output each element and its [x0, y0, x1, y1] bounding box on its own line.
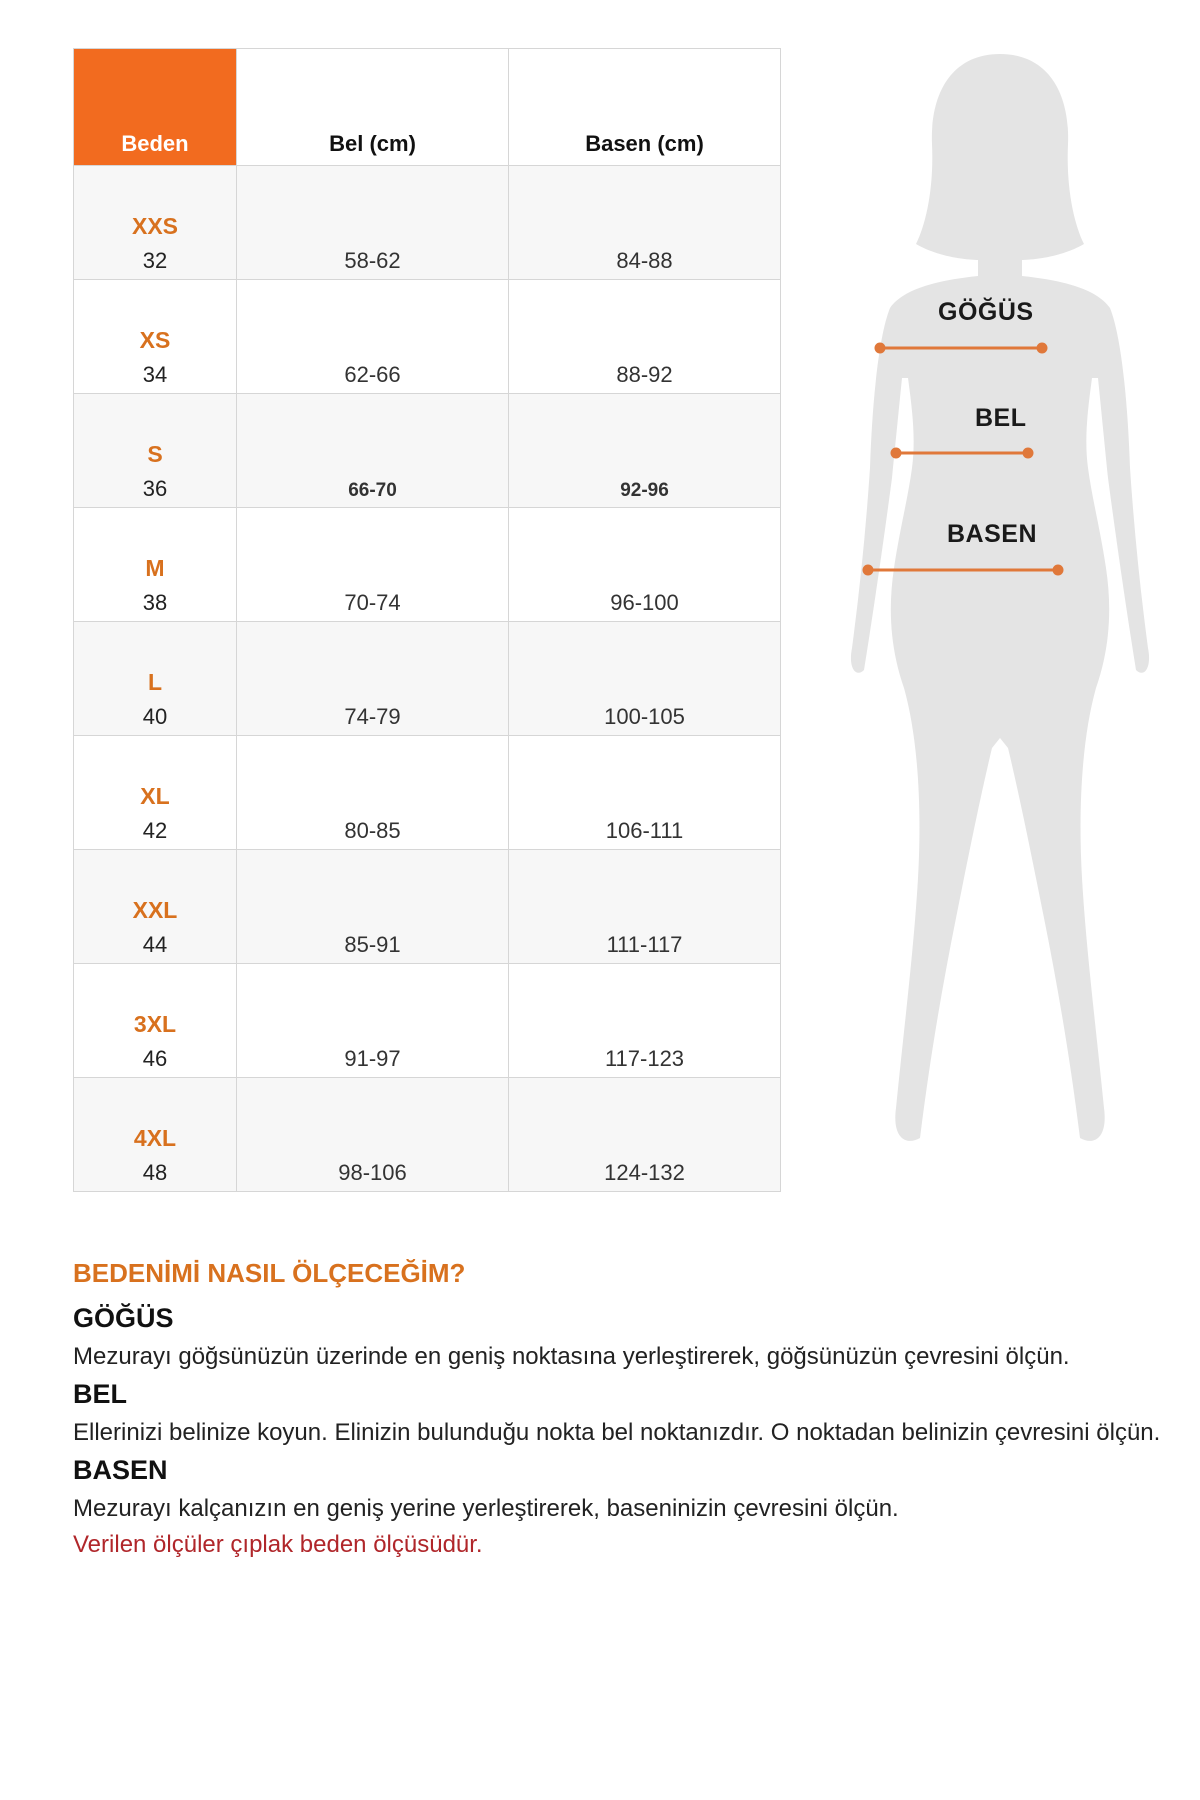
hip-cell: 88-92 — [509, 280, 781, 394]
waist-cell: 70-74 — [237, 508, 509, 622]
waist-cell: 85-91 — [237, 850, 509, 964]
hip-cell: 106-111 — [509, 736, 781, 850]
chest-label: GÖĞÜS — [938, 298, 1034, 326]
hip-cell: 84-88 — [509, 166, 781, 280]
size-letter: XL — [140, 783, 170, 809]
size-letter: M — [145, 555, 165, 581]
waist-cell: 74-79 — [237, 622, 509, 736]
waist-cell: 58-62 — [237, 166, 509, 280]
table-row — [74, 508, 781, 622]
header-size: Beden — [74, 49, 237, 166]
size-number: 34 — [142, 362, 168, 387]
size-number: 32 — [142, 248, 168, 273]
silhouette-shape — [851, 54, 1149, 1141]
waist-measure-dot — [892, 449, 900, 457]
waist-cell: 80-85 — [237, 736, 509, 850]
waist-value: 66-70 — [348, 480, 397, 501]
size-cell — [74, 736, 237, 850]
hip-cell: 117-123 — [509, 964, 781, 1078]
body-silhouette — [830, 48, 1170, 1168]
waist-label: BEL — [975, 404, 1027, 432]
header-hip: Basen (cm) — [509, 49, 781, 166]
hip-cell: 100-105 — [509, 622, 781, 736]
size-cell — [74, 166, 237, 280]
hip-measure-dot — [1054, 566, 1062, 574]
chest-measure-dot — [876, 344, 884, 352]
size-cell — [74, 508, 237, 622]
hip-cell: 96-100 — [509, 508, 781, 622]
size-table — [73, 48, 781, 1192]
size-number: 38 — [142, 590, 168, 615]
hip-label: BASEN — [947, 520, 1038, 548]
size-number: 46 — [142, 1046, 168, 1071]
size-cell — [74, 280, 237, 394]
hip-heading: BASEN — [73, 1455, 168, 1485]
size-letter: L — [147, 669, 163, 695]
table-row — [74, 850, 781, 964]
waist-cell: 91-97 — [237, 964, 509, 1078]
waist-cell: 62-66 — [237, 280, 509, 394]
measurement-instructions — [73, 1258, 1183, 1559]
table-row — [74, 736, 781, 850]
size-cell — [74, 622, 237, 736]
size-cell — [74, 964, 237, 1078]
chest-heading: GÖĞÜS — [73, 1303, 174, 1333]
header-waist: Bel (cm) — [237, 49, 509, 166]
table-row — [74, 1078, 781, 1192]
size-letter: XS — [139, 327, 171, 353]
size-letter: XXL — [132, 897, 178, 923]
size-letter: S — [147, 441, 163, 467]
instructions-title: BEDENİMİ NASIL ÖLÇECEĞİM? — [73, 1258, 466, 1288]
table-row — [74, 964, 781, 1078]
table-row — [74, 166, 781, 280]
silhouette-graphic — [830, 48, 1170, 1168]
hip-measure-dot — [864, 566, 872, 574]
hip-cell: 124-132 — [509, 1078, 781, 1192]
size-letter: XXS — [131, 213, 179, 239]
waist-text: Ellerinizi belinize koyun. Elinizin bulunduğu nokta bel noktanızdır. O noktadan belinizin çevresini ölçün. — [73, 1419, 1161, 1446]
waist-heading: BEL — [73, 1379, 127, 1409]
waist-cell — [237, 394, 509, 508]
hip-value: 92-96 — [620, 480, 669, 501]
size-number: 40 — [142, 704, 168, 729]
size-number: 44 — [142, 932, 168, 957]
size-cell — [74, 850, 237, 964]
size-letter: 3XL — [133, 1011, 177, 1037]
chest-measure-dot — [1038, 344, 1046, 352]
note-text: Verilen ölçüler çıplak beden ölçüsüdür. — [73, 1531, 483, 1558]
size-cell — [74, 394, 237, 508]
chest-text: Mezurayı göğsünüzün üzerinde en geniş noktasına yerleştirerek, göğsünüzün çevresini ölçün. — [73, 1343, 1070, 1370]
waist-measure-dot — [1024, 449, 1032, 457]
table-row — [74, 280, 781, 394]
table-header-row — [74, 49, 781, 166]
size-number: 36 — [142, 476, 168, 501]
hip-cell: 111-117 — [509, 850, 781, 964]
size-number: 42 — [142, 818, 168, 843]
hip-cell — [509, 394, 781, 508]
hip-text: Mezurayı kalçanızın en geniş yerine yerleştirerek, baseninizin çevresini ölçün. — [73, 1495, 899, 1522]
size-letter: 4XL — [133, 1125, 177, 1151]
table-row — [74, 622, 781, 736]
waist-cell: 98-106 — [237, 1078, 509, 1192]
size-number: 48 — [142, 1160, 168, 1185]
size-cell — [74, 1078, 237, 1192]
table-row — [74, 394, 781, 508]
